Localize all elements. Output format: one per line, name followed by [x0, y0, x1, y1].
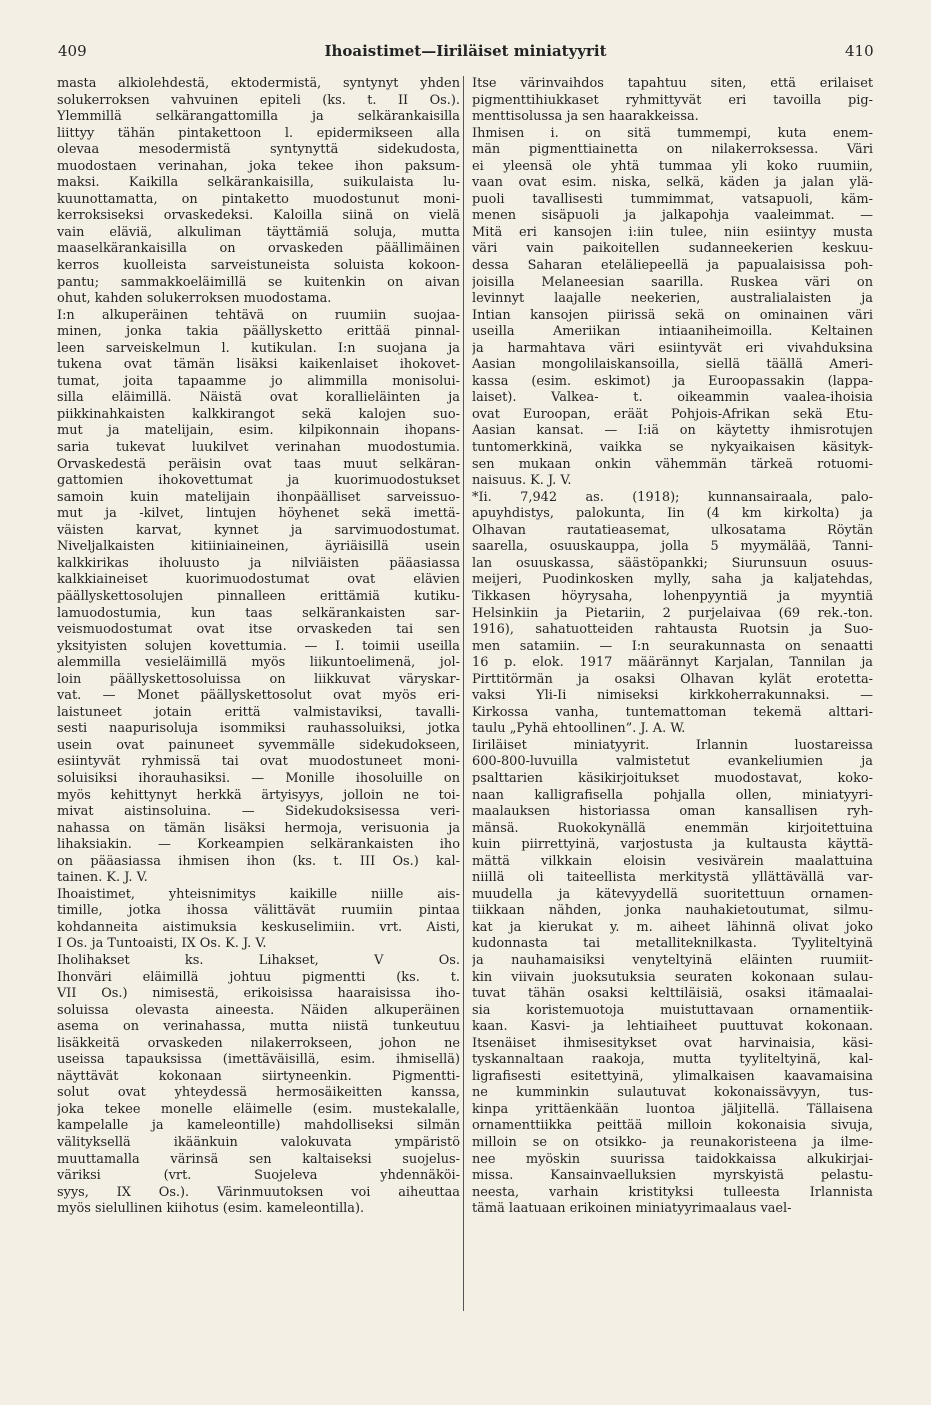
- text-line: Iiriläiset miniatyyrit. Irlannin luostareissa: [472, 737, 873, 753]
- text-line: Aasian mongolilaiskansoilla, siellä täällä Ameri-: [472, 357, 873, 373]
- text-line: minen, jonka takia päällysketto erittää pinnal-: [57, 324, 460, 340]
- text-line: naisuus. K. J. V.: [472, 473, 572, 489]
- text-line: on pääasiassa ihmisen ihon (ks. t. III Os.) kal-: [57, 853, 460, 869]
- text-line: levinnyt laajalle neekerien, australialaisten ja: [472, 291, 873, 307]
- text-line: Ylemmillä selkärangattomilla ja selkärankaisilla: [57, 109, 460, 125]
- text-line: mivat aistinsoluina. — Sidekudoksisessa veri-: [57, 804, 460, 820]
- text-line: 600-800-luvuilla valmistetut evankeliumien ja: [472, 754, 873, 770]
- text-line: Aasian kansat. — I:iä on käytetty ihmisrotujen: [472, 423, 873, 439]
- text-line: kin viivain juoksutuksia seuraten kokonaan sulau-: [472, 969, 873, 985]
- text-line: vain eläviä, alkuliman täyttämiä soluja, mutta: [57, 224, 460, 240]
- text-line: joisilla Melaneesian saarilla. Ruskea väri on: [472, 274, 873, 290]
- text-line: samoin kuin matelijain ihonpäälliset sarveissuo-: [57, 489, 460, 505]
- text-line: tuvat tähän osaksi kelttiläisiä, osaksi itämaalai-: [472, 986, 873, 1002]
- text-line: asema on verinahassa, mutta niistä tunkeutuu: [57, 1019, 460, 1035]
- text-line: mänsä. Ruokokynällä enemmän kirjoitettuina: [472, 820, 873, 836]
- text-line: nahassa on tämän lisäksi hermoja, verisuonia ja: [57, 820, 460, 836]
- page-number-left: 409: [58, 42, 87, 60]
- text-line: taulu „Pyhä ehtoollinen”. J. A. W.: [472, 721, 686, 737]
- text-line: maalauksen historiassa oman kansallisen ryh-: [472, 804, 873, 820]
- text-line: masta alkiolehdestä, ektodermistä, syntynyt yhden: [57, 76, 460, 91]
- text-line: myös sielullinen kiihotus (esim. kameleontilla).: [57, 1201, 365, 1217]
- text-line: psalttarien käsikirjoitukset muodostavat, koko-: [472, 770, 873, 786]
- text-line: Ihmisen i. on sitä tummempi, kuta enem-: [472, 125, 873, 141]
- text-line: kat ja kierukat y. m. aiheet lähinnä olivat joko: [472, 919, 873, 935]
- text-line: tyskannaltaan raakoja, mutta tyyliteltyinä, kal-: [472, 1052, 873, 1068]
- text-line: muudella ja kätevyydellä suoritettuun ornamen-: [472, 886, 873, 902]
- column-divider: [463, 76, 464, 1311]
- text-line: Niveljalkaisten kitiiniaineinen, äyriäisillä usein: [57, 539, 460, 555]
- text-line: nee myöskin suurissa taidokkaissa alkukirjai-: [472, 1151, 873, 1167]
- text-line: saria tukevat luukilvet verinahan muodostumia.: [57, 440, 460, 456]
- text-line: syys, IX Os.). Värinmuutoksen voi aiheuttaa: [57, 1184, 460, 1200]
- text-line: kassa (esim. eskimot) ja Euroopassakin (lappa-: [472, 373, 873, 389]
- text-line: kampelalle ja kameleontille) mahdolliseksi silmän: [57, 1118, 460, 1134]
- text-line: vaksi Yli-Ii nimiseksi kirkkoherrakunnaksi. —: [472, 688, 873, 704]
- text-line: naan kalligrafisella pohjalla ollen, miniatyyri-: [472, 787, 873, 803]
- text-line: menen sisäpuoli ja jalkapohja vaaleimmat. —: [472, 208, 873, 224]
- text-line: Iholihakset ks. Lihakset, V Os.: [57, 952, 460, 968]
- text-line: välityksellä ikäänkuin valokuvata ympäristö: [57, 1135, 460, 1150]
- text-line: kuunottamatta, on pintaketto muodostunut moni-: [57, 191, 460, 207]
- text-line: timille, jotka ihossa välittävät ruumiin pintaa: [57, 903, 460, 919]
- text-line: meijeri, Puodinkosken mylly, saha ja kaljatehdas,: [472, 572, 873, 588]
- text-line: lisäkkeitä orvaskeden nilakerrokseen, johon ne: [57, 1035, 460, 1051]
- running-title: Ihoaistimet—Iiriläiset miniatyyrit: [324, 42, 607, 60]
- text-line: saarella, osuuskauppa, jolla 5 myymälää, Tanni-: [472, 539, 873, 555]
- text-line: piikkinahkaisten kalkkirangot sekä kalojen suo-: [57, 406, 460, 422]
- text-line: menttisolussa ja sen haarakkeissa.: [472, 109, 699, 125]
- text-line: tiikkaan nähden, jonka nauhakietoutumat, silmu-: [472, 903, 873, 919]
- text-line: mättä vilkkain eloisin vesivärein maalattuina: [472, 853, 873, 869]
- text-line: ovat Euroopan, eräät Pohjois-Afrikan sekä Etu-: [472, 406, 873, 422]
- text-line: kerroksiseksi orvaskedeksi. Kaloilla siinä on vielä: [57, 208, 460, 224]
- text-line: ja nauhamaisiksi venyteltyinä eläinten ruumiit-: [472, 952, 873, 968]
- text-line: laiset). Valkea- t. oikeammin vaalea-ihoisia: [472, 390, 873, 406]
- text-line: Olhavan rautatieasemat, ulkosatama Röytän: [472, 522, 873, 538]
- text-line: veismuodostumat ovat itse orvaskeden tai sen: [57, 622, 460, 638]
- text-line: Intian kansojen piirissä sekä on ominainen väri: [472, 307, 873, 323]
- text-line: väri vain paikoitellen sudanneekerien keskuu-: [472, 241, 873, 257]
- text-line: solut ovat yhteydessä hermosäikeitten kanssa,: [57, 1085, 460, 1101]
- text-line: väisten karvat, kynnet ja sarvimuodostumat.: [57, 522, 460, 538]
- text-line: I Os. ja Tuntoaisti, IX Os. K. J. V.: [57, 936, 267, 952]
- text-line: kuin piirrettyinä, varjostusta ja kultausta käyttä-: [472, 837, 873, 853]
- text-line: tukena ovat tämän lisäksi kaikenlaiset ihokovet-: [57, 357, 460, 373]
- text-line: kinpa yrittäenkään luontoa jäljitellä. Tällaisena: [472, 1101, 873, 1117]
- text-line: I:n alkuperäinen tehtävä on ruumiin suojaa-: [57, 307, 460, 323]
- right-text-column: [472, 76, 873, 1218]
- text-line: useilla Ameriikan intiaaniheimoilla. Keltainen: [472, 324, 873, 340]
- text-line: Pirttitörmän ja osaksi Olhavan kylät erotetta-: [472, 671, 873, 687]
- text-line: kalkkiaineiset kuorimuodostumat ovat elävien: [57, 572, 460, 588]
- text-line: usein ovat painuneet syvemmälle sidekudokseen,: [57, 737, 460, 753]
- text-line: silla eläimillä. Näistä ovat korallieläinten ja: [57, 390, 460, 406]
- text-line: niillä oli taiteellista merkitystä yllättävällä var-: [472, 870, 873, 886]
- text-line: Ihonväri eläimillä johtuu pigmentti (ks. t.: [57, 969, 460, 985]
- text-line: ligrafisesti esitettyinä, ylimalkaisen kaavamaisina: [472, 1068, 873, 1084]
- text-line: sesti naapurisoluja isommiksi rauhassoluiksi, jotka: [57, 721, 460, 737]
- text-line: Kirkossa vanha, tuntemattoman tekemä alttari-: [472, 704, 873, 720]
- text-line: neesta, varhain kristityksi tulleesta Irlannista: [472, 1184, 873, 1200]
- text-line: 16 p. elok. 1917 määrännyt Karjalan, Tannilan ja: [472, 655, 873, 671]
- text-line: män pigmenttiainetta on nilakerroksessa. Väri: [472, 142, 873, 158]
- text-line: pantu; sammakkoeläimillä se kuitenkin on aivan: [57, 274, 460, 290]
- text-line: mut ja matelijain, esim. kilpikonnain ihopans-: [57, 423, 460, 439]
- text-line: esiintyvät ryhmissä tai ovat muodostuneet moni-: [57, 754, 460, 770]
- text-line: tämä laatuaan erikoinen miniatyyrimaalaus vael-: [472, 1201, 792, 1217]
- text-line: kohdanneita aistimuksia keskuselimiin. vrt. Aisti,: [57, 919, 460, 935]
- text-line: maksi. Kaikilla selkärankaisilla, suikulaista lu-: [57, 175, 460, 191]
- text-line: solukerroksen vahvuinen epiteli (ks. t. II Os.).: [57, 92, 460, 108]
- text-line: yksityisten solujen kovettumia. — I. toimii useilla: [57, 638, 460, 654]
- text-line: soluisiksi ihorauhasiksi. — Monille ihosoluille on: [57, 770, 460, 786]
- text-line: ne kumminkin sulautuvat kokonaissävyyn, tus-: [472, 1085, 873, 1101]
- text-line: dessa Saharan eteläliepeellä ja papualaisissa poh-: [472, 258, 873, 274]
- text-line: ornamenttiikka peittää milloin kokonaisia sivuja,: [472, 1118, 873, 1134]
- text-line: lihaksiakin. — Korkeampien selkärankaisten iho: [57, 837, 460, 853]
- text-line: tuntomerkkinä, vaikka se nykyaikaisen käsityk-: [472, 440, 873, 456]
- text-line: men satamiin. — I:n seurakunnasta on senaatti: [472, 638, 873, 654]
- text-line: soluissa olevasta aineesta. Näiden alkuperäinen: [57, 1002, 460, 1018]
- text-line: alemmilla vesieläimillä myös liikuntoelimenä, jol-: [57, 655, 460, 671]
- text-line: loin päällyskettosoluissa on liikkuvat väryskar-: [57, 671, 460, 687]
- text-line: Helsinkiin ja Pietariin, 2 purjelaivaa (69 rek.-ton.: [472, 605, 873, 621]
- text-line: milloin se on otsikko- ja reunakoristeena ja ilme-: [472, 1135, 873, 1150]
- text-line: missa. Kansainvaelluksien myrskyistä pelastu-: [472, 1168, 873, 1184]
- text-line: sen mukaan onkin vähemmän tärkeä rotuomi-: [472, 456, 873, 472]
- text-line: joka tekee monelle eläimelle (esim. mustekalalle,: [57, 1101, 460, 1117]
- text-line: olevaa mesodermistä syntynyttä sidekudosta,: [57, 142, 460, 158]
- text-line: muuttamalla värinsä sen kaltaiseksi suojelus-: [57, 1151, 460, 1167]
- text-line: liittyy tähän pintakettoon l. epidermikseen alla: [57, 125, 460, 141]
- text-line: tainen. K. J. V.: [57, 870, 148, 886]
- text-line: Itse värinvaihdos tapahtuu siten, että erilaiset: [472, 76, 873, 91]
- text-line: kudonnasta tai metalliteknilkasta. Tyyliteltyinä: [472, 936, 873, 952]
- text-line: useissa tapauksissa (imettäväisillä, esim. ihmisellä): [57, 1052, 460, 1068]
- text-line: *Ii. 7,942 as. (1918); kunnansairaala, palo-: [472, 489, 873, 505]
- text-line: Itsenäiset ihmisesitykset ovat harvinaisia, käsi-: [472, 1035, 873, 1051]
- text-line: ja harmahtava väri esiintyvät eri vivahduksina: [472, 340, 873, 356]
- text-line: lan osuuskassa, säästöpankki; Siurunsuun osuus-: [472, 555, 873, 571]
- text-line: ohut, kahden solukerroksen muodostama.: [57, 291, 332, 307]
- text-line: lamuodostumia, kun taas selkärankaisten sar-: [57, 605, 460, 621]
- text-line: ei yleensä ole yhtä tummaa yli koko ruumiin,: [472, 158, 873, 174]
- text-line: laistuneet jotain erittä valmistaviksi, tavalli-: [57, 704, 460, 720]
- text-line: Tikkasen höyrysaha, lohenpyyntiä ja myyntiä: [472, 588, 873, 604]
- text-line: muodostaen verinahan, joka tekee ihon paksum-: [57, 158, 460, 174]
- text-line: Ihoaistimet, yhteisnimitys kaikille niille ais-: [57, 886, 460, 902]
- left-text-column: [57, 76, 460, 1218]
- page-number-right: 410: [845, 42, 874, 60]
- text-line: puoli tavallisesti tummimmat, vatsapuoli, käm-: [472, 191, 873, 207]
- text-line: Mitä eri kansojen i:iin tulee, niin esiintyy musta: [472, 224, 873, 240]
- text-line: väriksi (vrt. Suojeleva yhdennäköi-: [57, 1168, 460, 1184]
- text-line: VII Os.) nimisestä, erikoisissa haaraisissa iho-: [57, 986, 460, 1002]
- text-line: vat. — Monet päällyskettosolut ovat myös eri-: [57, 688, 460, 704]
- text-line: maaselkärankaisilla on orvaskeden päällimäinen: [57, 241, 460, 257]
- text-line: Orvaskedestä peräisin ovat taas muut selkäran-: [57, 456, 460, 472]
- text-line: kerros kuolleista sarveistuneista soluista kokoon-: [57, 258, 460, 274]
- text-line: apuyhdistys, palokunta, Iin (4 km kirkolta) ja: [472, 506, 873, 522]
- text-line: päällyskettosolujen pinnalleen erittämiä kutiku-: [57, 588, 460, 604]
- text-line: tumat, joita tapaamme jo alimmilla monisolui-: [57, 373, 460, 389]
- text-line: kaan. Kasvi- ja lehtiaiheet puuttuvat kokonaan.: [472, 1019, 873, 1035]
- text-line: vaan ovat esim. niska, selkä, käden ja jalan ylä-: [472, 175, 873, 191]
- text-line: kalkkirikas iholuusto ja nilviäisten pääasiassa: [57, 555, 460, 571]
- text-line: 1916), sahatuotteiden rahtausta Ruotsin ja Suo-: [472, 622, 873, 638]
- text-line: sia koristemuotoja muistuttavaan ornamentiik-: [472, 1002, 873, 1018]
- text-line: pigmenttihiukkaset ryhmittyvät eri tavoilla pig-: [472, 92, 873, 108]
- text-line: myös kehittynyt herkkä ärtyisyys, jolloin ne toi-: [57, 787, 460, 803]
- text-line: mut ja -kilvet, lintujen höyhenet sekä imettä-: [57, 506, 460, 522]
- text-line: leen sarveiskelmun l. kutikulan. I:n suojana ja: [57, 340, 460, 356]
- text-line: gattomien ihokovettumat ja kuorimuodostukset: [57, 473, 460, 489]
- text-line: näyttävät kokonaan siirtyneenkin. Pigmentti-: [57, 1068, 460, 1084]
